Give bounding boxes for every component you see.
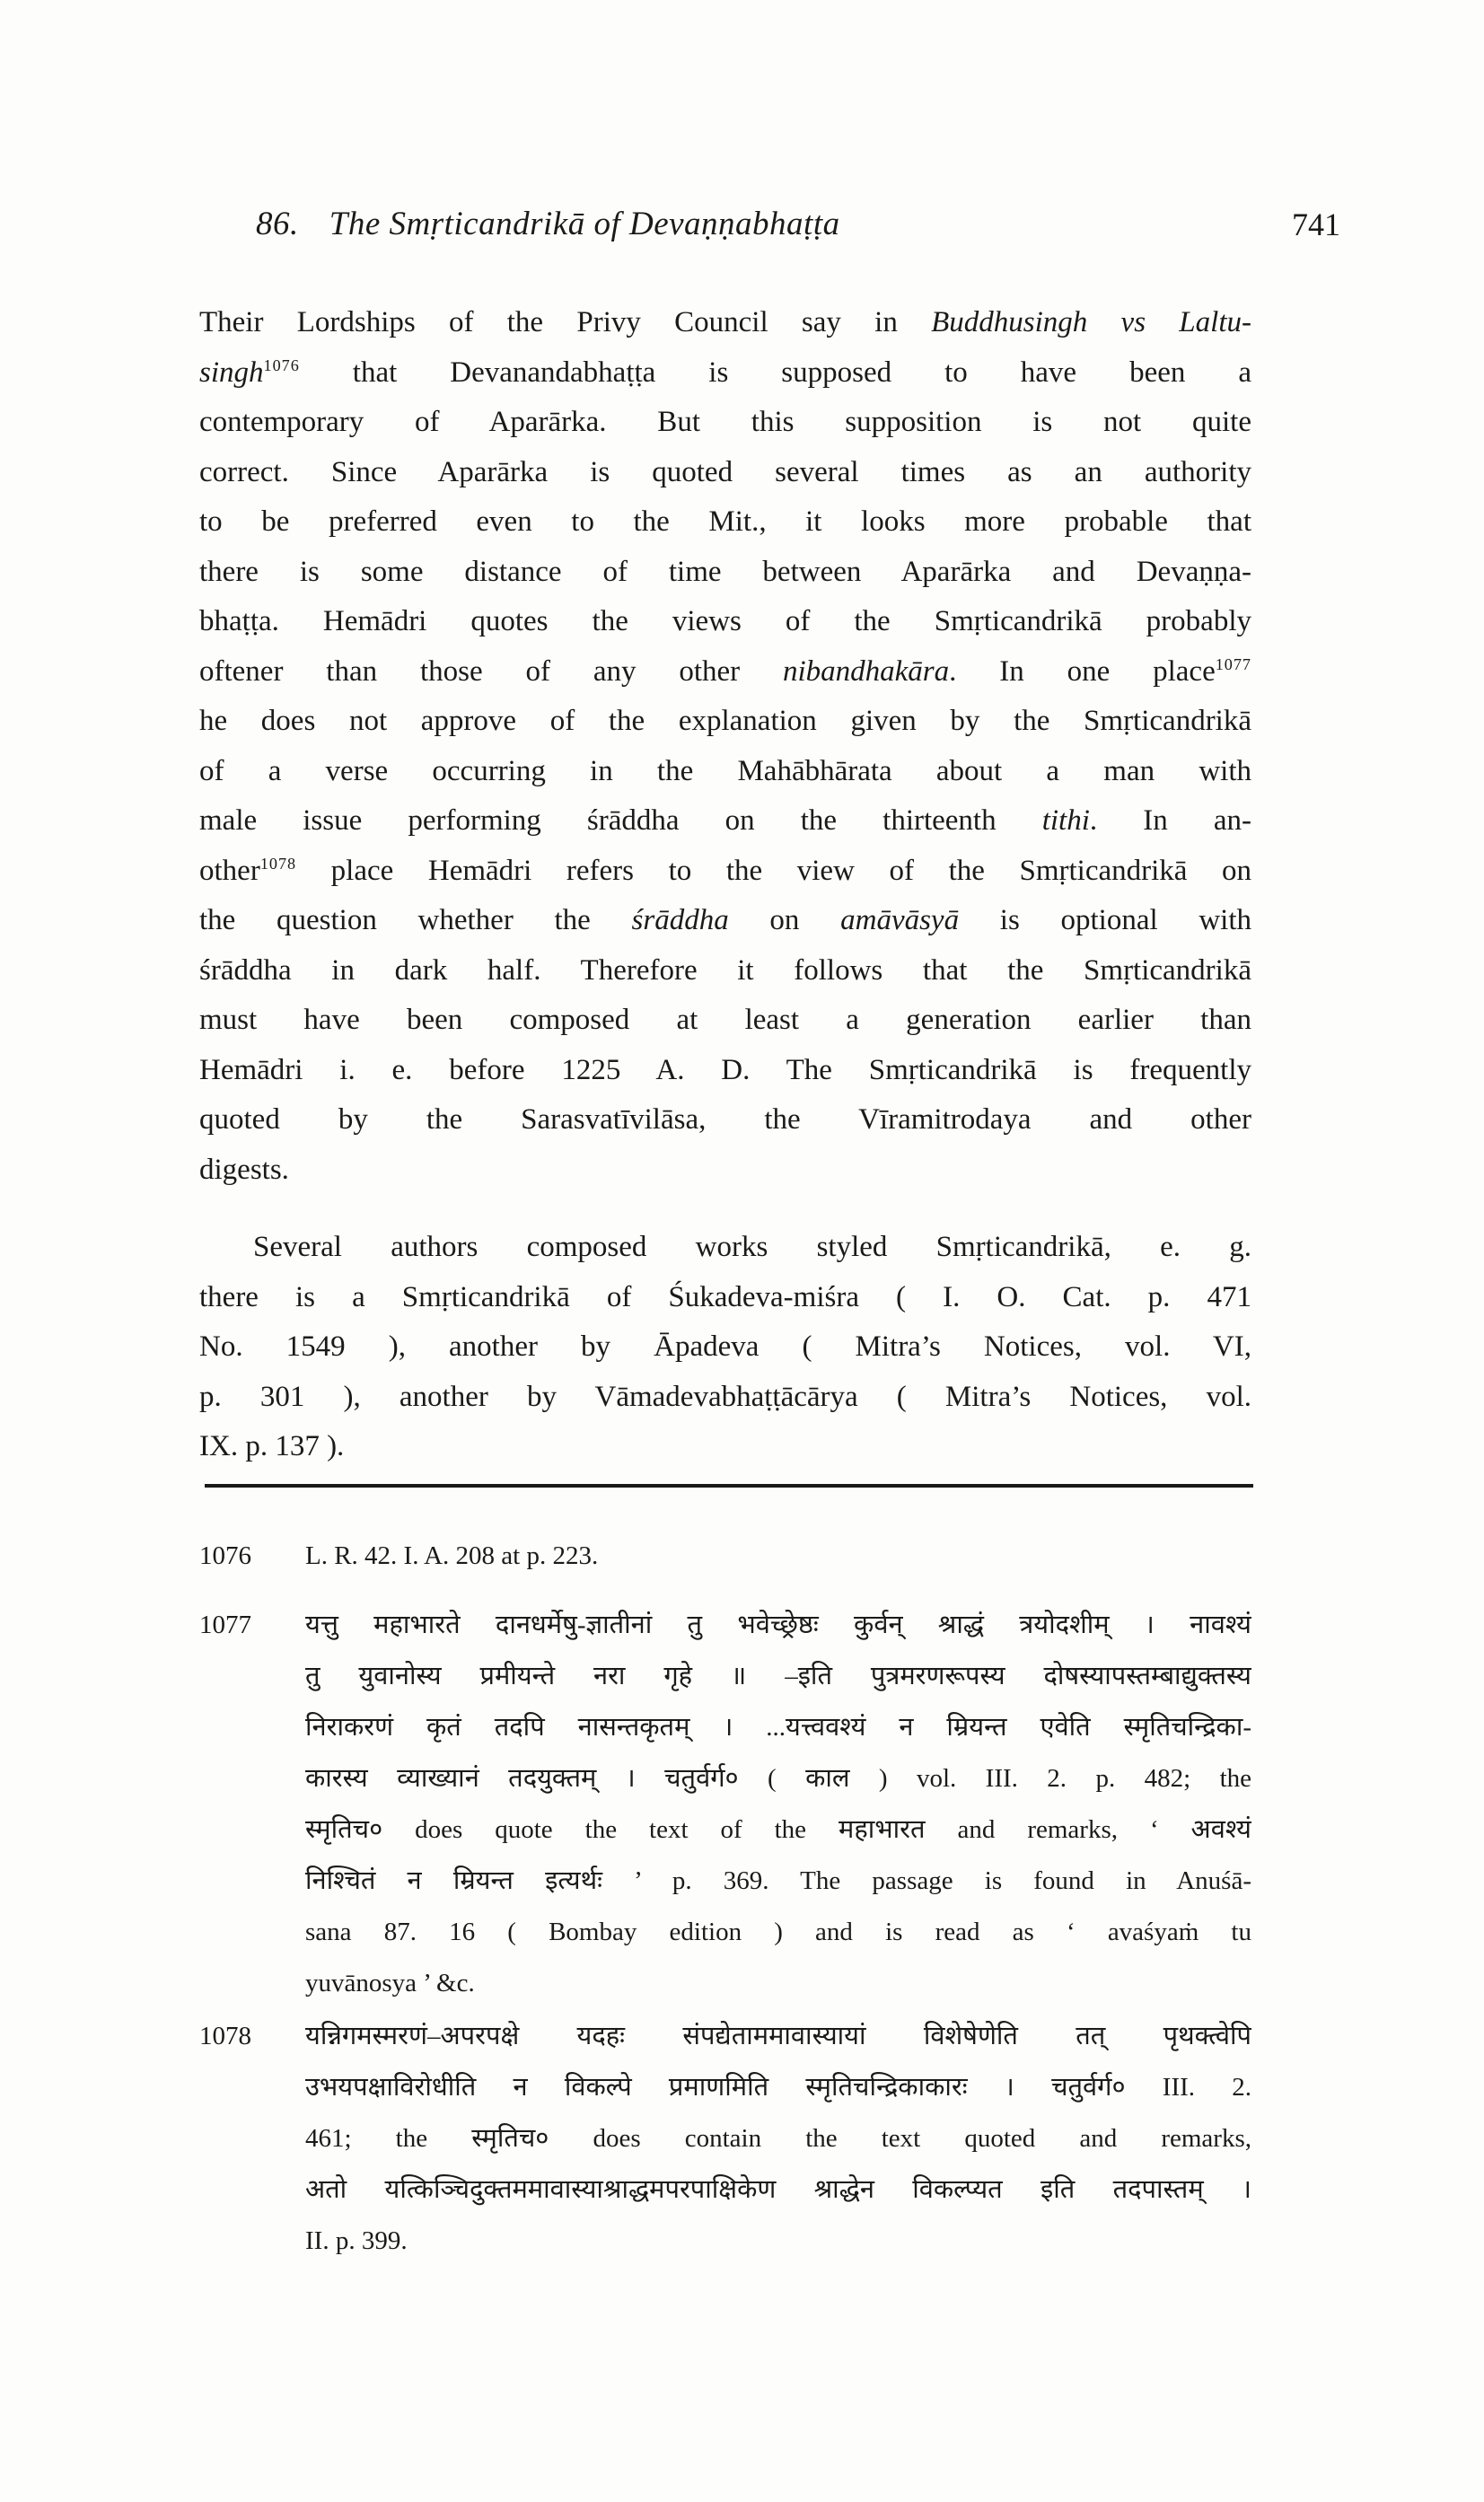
text-line: [199, 298, 1251, 348]
text-segment: singh: [199, 356, 264, 389]
text-line: [199, 896, 1251, 946]
chapter-heading: [256, 201, 840, 248]
text-segment: other: [199, 854, 260, 887]
text-segment: digests.: [199, 1153, 289, 1186]
text-segment: there is a Smṛticandrikā of Śukadeva-miśra ( I. O. Cat. p. 471: [199, 1280, 1251, 1313]
text-line: [199, 1322, 1251, 1373]
footnote-reference: 1077: [1215, 654, 1251, 673]
text-line: [199, 548, 1251, 598]
text-line: [199, 796, 1251, 847]
text-segment: L. R. 42. I. A. 208 at p. 223.: [305, 1541, 599, 1570]
text-segment: nibandhakāra: [782, 654, 950, 688]
footnote-number: 1076: [199, 1541, 251, 1570]
text-line: [199, 1046, 1251, 1096]
text-segment: Their Lordships of the Privy Council say in: [199, 306, 932, 338]
text-line: [305, 1907, 1251, 1958]
text-line: [199, 946, 1251, 996]
text-segment: कारस्य व्याख्यानं तदयुक्तम् । चतुर्वर्ग० ( काल ) vol. III. 2. p. 482; the: [305, 1764, 1251, 1793]
text-segment: यन्निगमस्मरणं–अपरपक्षे यदहः संपद्येताममावास्यायां विशेषेणेति तत् पृथक्त्वेपि: [305, 2022, 1251, 2050]
text-segment: . In one place: [949, 654, 1216, 688]
chapter-title: The Smṛticandrikā of Devaṇṇabhaṭṭa: [329, 206, 840, 242]
paragraph-main: [199, 298, 1251, 1195]
text-line: [305, 1958, 1251, 2009]
footnote-reference: 1078: [259, 854, 297, 873]
text-segment: amāvāsyā: [840, 904, 960, 936]
text-line: [305, 1753, 1251, 1804]
footnote-text: [305, 1531, 1251, 1582]
text-segment: contemporary of Aparārka. But this supposition is not quite: [199, 406, 1251, 438]
text-segment: निराकरणं कृतं तदपि नासन्तकृतम् । ...यत्त्ववश्यं न म्रियन्त एवेति स्मृतिचन्द्रिका-: [305, 1713, 1251, 1742]
text-line: [199, 697, 1251, 747]
text-line: [199, 996, 1251, 1046]
text-segment: on: [728, 904, 841, 936]
text-segment: that Devanandabhaṭṭa is supposed to have been a: [299, 356, 1251, 389]
text-line: [199, 847, 1251, 897]
text-segment: निश्चितं न म्रियन्त इत्यर्थः ’ p. 369. The passage is found in Anuśā-: [305, 1866, 1251, 1895]
text-line: [199, 1373, 1251, 1423]
text-segment: . In an-: [1089, 804, 1251, 837]
text-line: [305, 1804, 1251, 1856]
text-line: [305, 2164, 1251, 2216]
footnote: [199, 1600, 1251, 2009]
text-segment: to be preferred even to the Mit., it looks more probable that: [199, 505, 1251, 538]
text-segment: p. 301 ), another by Vāmadevabhaṭṭācārya ( Mitra’s Notices, vol.: [199, 1380, 1251, 1413]
text-segment: bhaṭṭa. Hemādri quotes the views of the Smṛticandrikā probably: [199, 605, 1251, 637]
footnote-separator-rule: [205, 1484, 1253, 1488]
text-segment: तु युवानोस्य प्रमीयन्ते नरा गृहे ॥ –इति पुत्रमरणरूपस्य दोषस्यापस्तम्बाद्युक्तस्य: [305, 1662, 1251, 1690]
text-line: [305, 1531, 1251, 1582]
footnote-reference: 1076: [263, 356, 300, 374]
text-segment: Several authors composed works styled Smṛticandrikā, e. g.: [253, 1231, 1251, 1263]
text-line: [305, 1856, 1251, 1907]
text-segment: स्मृतिच० does quote the text of the महाभारत and remarks, ‘ अवश्यं: [305, 1815, 1251, 1844]
text-line: [199, 1146, 1251, 1196]
text-line: [305, 1600, 1251, 1651]
text-segment: No. 1549 ), another by Āpadeva ( Mitra’s Notices, vol. VI,: [199, 1330, 1251, 1363]
text-segment: अतो यत्किञ्चिदुक्तममावास्याश्राद्धमपरपाक्षिकेण श्राद्धेन विकल्प्यत इति तदपास्तम् ।: [305, 2175, 1251, 2204]
text-line: [305, 1702, 1251, 1753]
text-segment: śrāddha: [631, 904, 729, 936]
text-segment: sana 87. 16 ( Bombay edition ) and is read as ‘ avaśyaṁ tu: [305, 1918, 1251, 1946]
text-line: [199, 1223, 1251, 1273]
text-segment: correct. Since Aparārka is quoted several times as an authority: [199, 455, 1251, 488]
text-segment: śrāddha in dark half. Therefore it follows that the Smṛticandrikā: [199, 953, 1251, 987]
text-line: [305, 2216, 1251, 2267]
footnote-number: 1077: [199, 1611, 251, 1639]
text-line: [305, 2113, 1251, 2164]
text-segment: उभयपक्षाविरोधीति न विकल्पे प्रमाणमिति स्मृतिचन्द्रिकाकारः । चतुर्वर्ग० III. 2.: [305, 2073, 1251, 2102]
footnote-text: [305, 2011, 1251, 2267]
text-segment: the question whether the: [199, 904, 632, 936]
text-line: [199, 1273, 1251, 1323]
text-line: [199, 497, 1251, 548]
text-segment: he does not approve of the explanation given by the Smṛticandrikā: [199, 705, 1251, 737]
text-segment: male issue performing śrāddha on the thirteenth: [199, 804, 1042, 837]
text-line: [199, 647, 1251, 698]
text-line: [199, 348, 1251, 399]
text-line: [199, 1095, 1251, 1146]
text-line: [305, 1651, 1251, 1702]
text-line: [199, 597, 1251, 647]
text-segment: Buddhusingh vs Laltu-: [931, 306, 1251, 338]
text-line: [199, 1422, 1251, 1472]
text-line: [305, 2011, 1251, 2062]
footnote-text: [305, 1600, 1251, 2009]
page-number: 741: [1292, 206, 1340, 242]
text-segment: tithi: [1041, 804, 1090, 837]
page-header: [0, 201, 1484, 255]
text-segment: place Hemādri refers to the view of the Smṛticandrikā on: [296, 854, 1251, 887]
text-segment: there is some distance of time between Aparārka and Devaṇṇa-: [199, 555, 1251, 588]
footnote: [199, 1531, 1251, 1582]
text-segment: must have been composed at least a generation earlier than: [199, 1004, 1251, 1036]
text-line: [305, 2062, 1251, 2113]
footnote-number: 1078: [199, 2022, 251, 2050]
text-segment: Hemādri i. e. before 1225 A. D. The Smṛticandrikā is frequently: [199, 1053, 1251, 1086]
text-line: [199, 747, 1251, 797]
text-segment: is optional with: [959, 904, 1251, 936]
text-line: [199, 448, 1251, 498]
text-segment: quoted by the Sarasvatīvilāsa, the Vīramitrodaya and other: [199, 1103, 1251, 1136]
text-segment: II. p. 399.: [305, 2226, 408, 2255]
text-segment: yuvānosya ’ &c.: [305, 1969, 475, 1997]
paragraph-authors: [199, 1223, 1251, 1472]
text-line: [199, 398, 1251, 448]
footnote: [199, 2011, 1251, 2267]
text-segment: of a verse occurring in the Mahābhārata about a man with: [199, 754, 1251, 787]
text-segment: IX. p. 137 ).: [199, 1430, 345, 1462]
text-segment: oftener than those of any other: [199, 654, 783, 688]
text-segment: 461; the स्मृतिच० does contain the text quoted and remarks,: [305, 2124, 1251, 2153]
section-number: 86.: [256, 206, 299, 242]
text-segment: यत्तु महाभारते दानधर्मेषु-ज्ञातीनां तु भवेच्छ्रेष्ठः कुर्वन् श्राद्धं त्रयोदशीम् । नावश्यं: [305, 1611, 1251, 1639]
